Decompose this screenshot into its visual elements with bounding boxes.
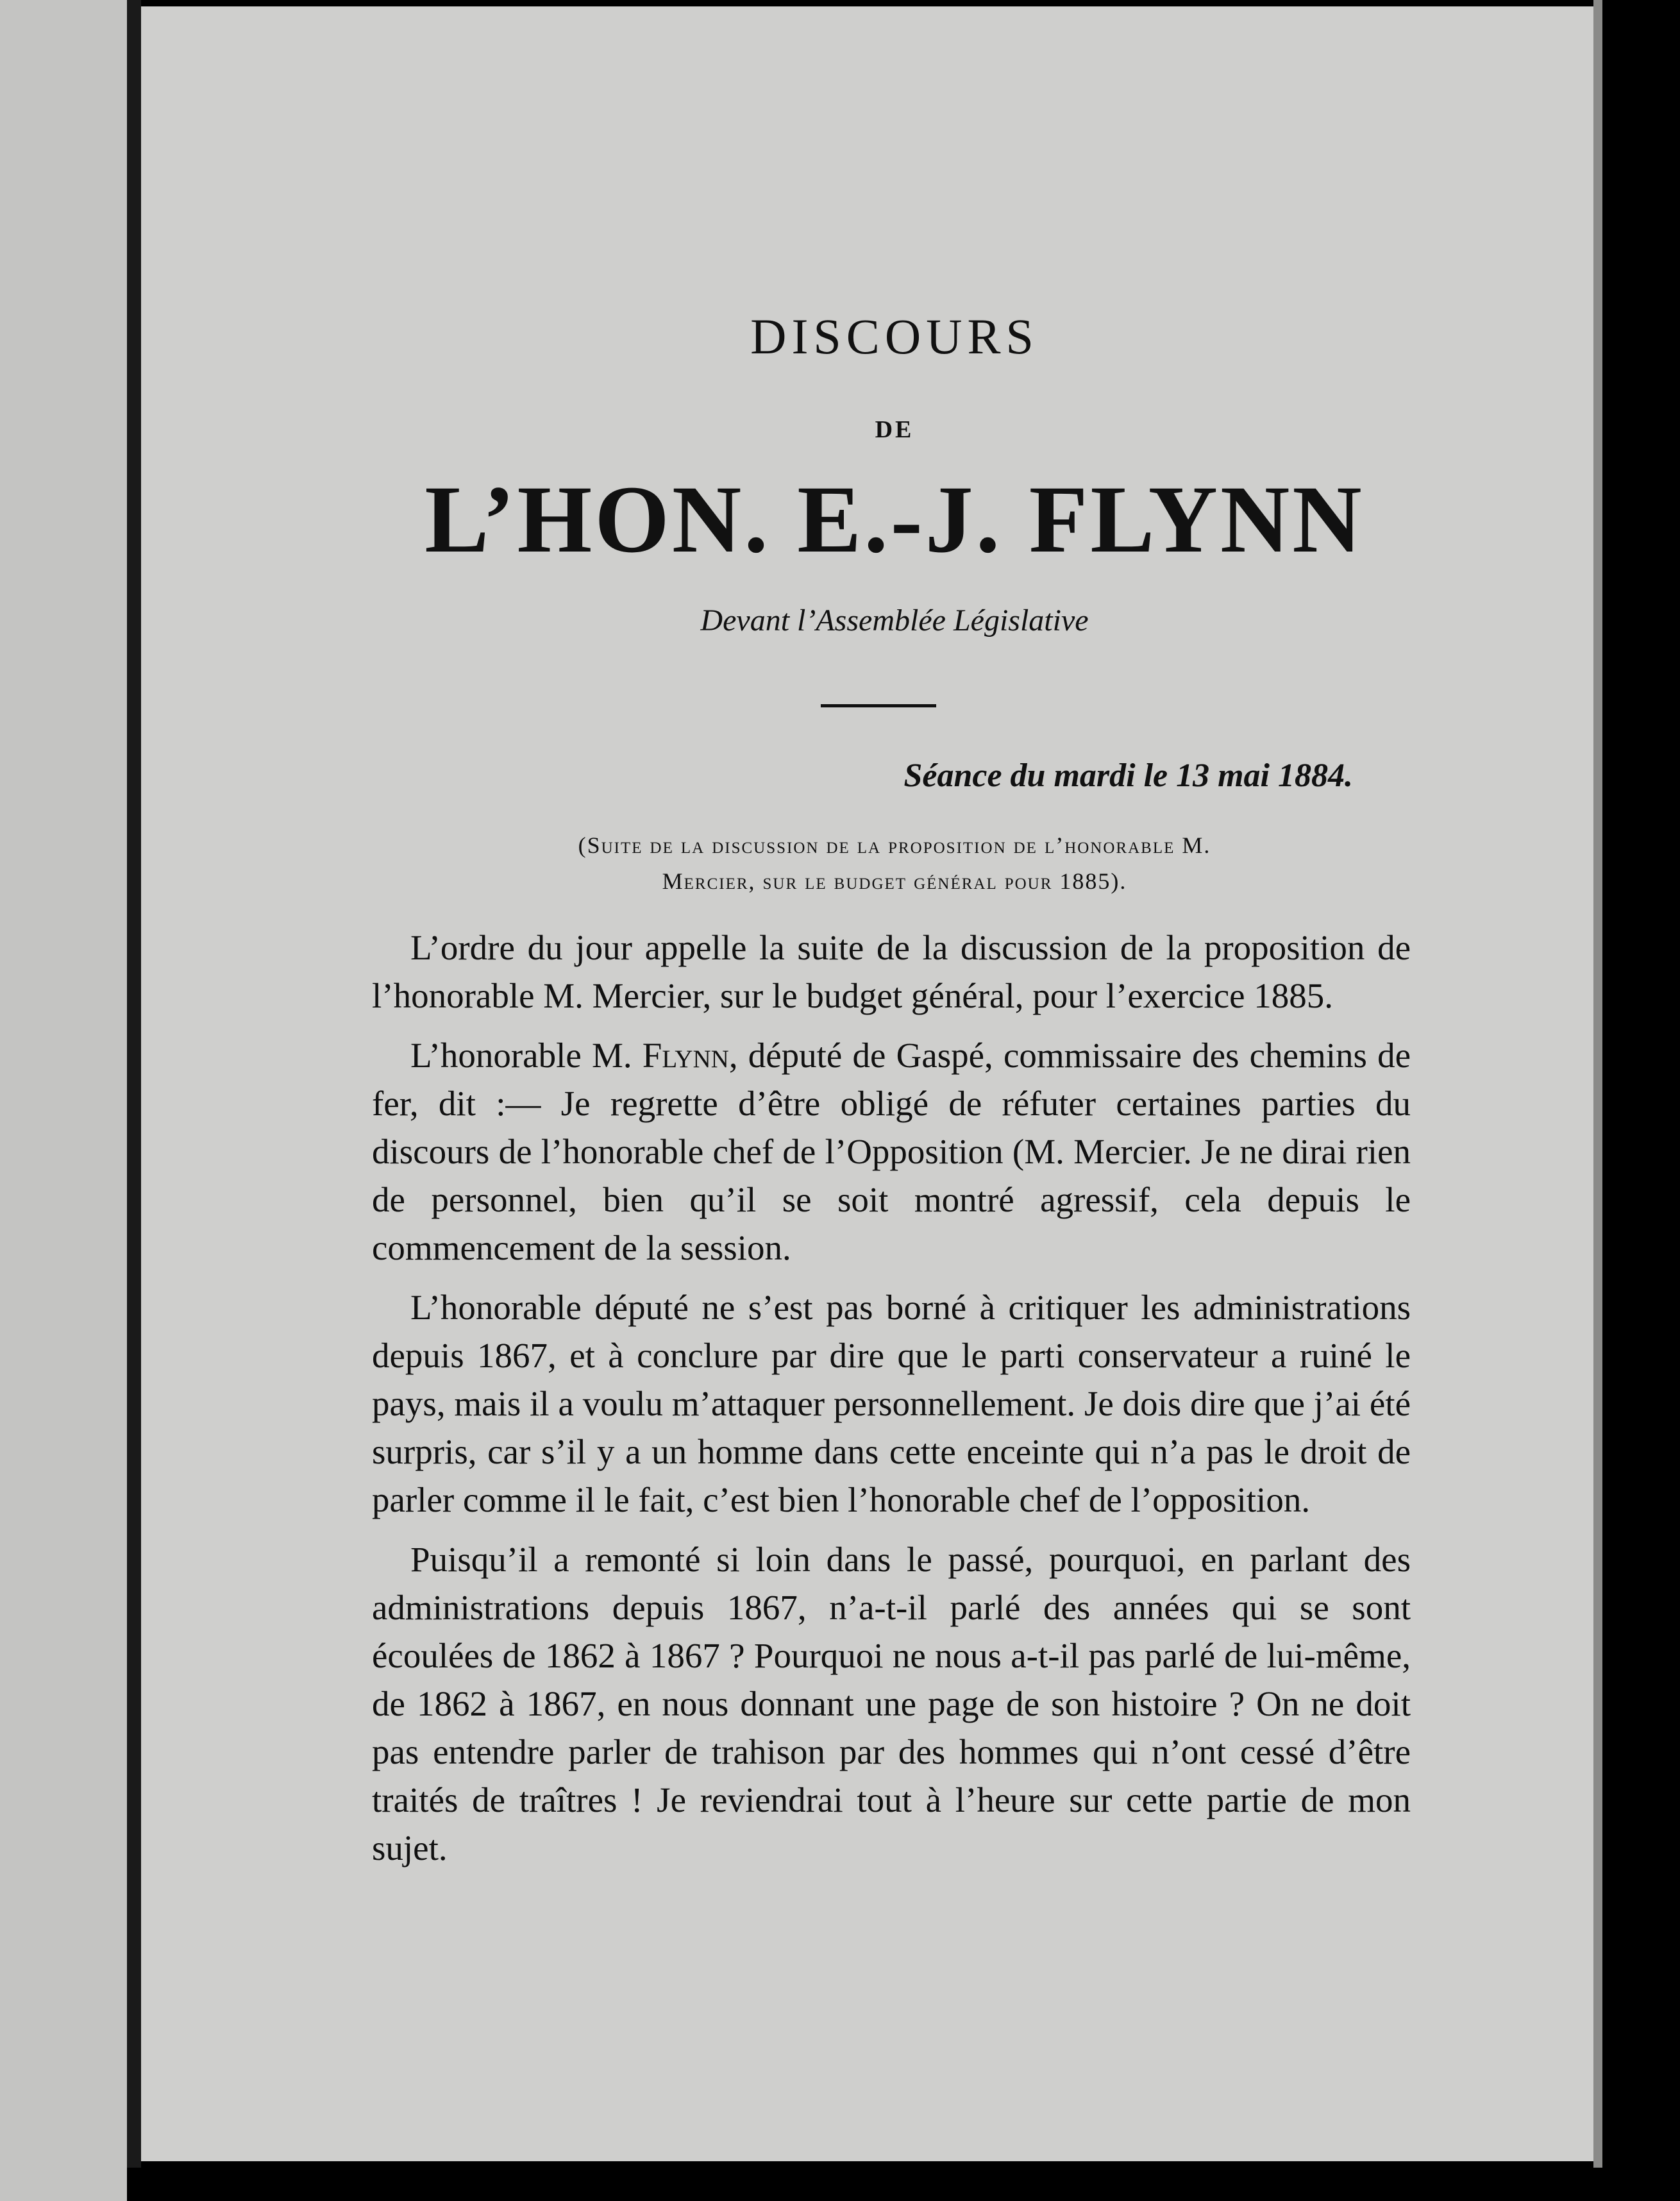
speaker-name-inline: Flynn [642, 1036, 729, 1075]
paragraph-2 [372, 1031, 1411, 1272]
paragraph-4: Puisqu’il a remonté si loin dans le passé, pourquoi, en parlant des administrations depuis 1867, n’a-t-il parlé des années qui se sont écoulées de 1862 à 1867 ? Pourquoi ne nous a-t-il pas parlé de lui-même, de 1862 à 1867, en nous donnant une page de son histoire ? On ne doit pas entendre parler de trahison par des hommes qui n’ont cessé d’être traités de traîtres ! Je reviendrai tout à l’heure sur cette partie de mon sujet. [372, 1540, 1411, 1868]
discussion-note-line-1: (Suite de la discussion de la proposition de l’honorable M. [578, 832, 1211, 858]
title-connector: DE [875, 416, 914, 443]
divider-rule [821, 704, 936, 707]
book-spine [127, 0, 141, 2168]
paragraph-2-start: L’honorable M. [410, 1036, 643, 1075]
subtitle: Devant l’Assemblée Législative [700, 603, 1089, 637]
paragraph-3: L’honorable député ne s’est pas borné à critiquer les administrations depuis 1867, et à conclure par dire que le parti conservateur a ruiné le pays, mais il a voulu m’attaquer personnellement. Je dois dire que j’ai été surpris, car s’il y a un homme dans cette enceinte qui n’a pas le droit de parler comme il le fait, c’est bien l’honorable chef de l’opposition. [372, 1288, 1411, 1519]
facing-page-edge [0, 0, 127, 2201]
discussion-note [398, 827, 1391, 899]
paragraph-2-rest: , député de Gaspé, commissaire des chemins de fer, dit :— Je regrette d’être obligé de réfuter certaines parties du discours de l’honorable chef de l’Opposition (M. Mercier. Je ne dirai rien de personnel, bien qu’il se soit montré agressif, cela depuis le commencement de la session. [372, 1036, 1411, 1267]
body-text [372, 923, 1411, 1884]
discussion-note-line-2: Mercier, sur le budget général pour 1885). [662, 868, 1127, 894]
speaker-name: L’HON. E.-J. FLYNN [424, 466, 1365, 573]
session-date: Séance du mardi le 13 mai 1884. [903, 757, 1353, 794]
page-edge [1593, 0, 1602, 2168]
paragraph-1: L’ordre du jour appelle la suite de la discussion de la proposition de l’honorable M. Mercier, sur le budget général, pour l’exercice 1885. [372, 928, 1411, 1015]
title: DISCOURS [750, 308, 1039, 364]
